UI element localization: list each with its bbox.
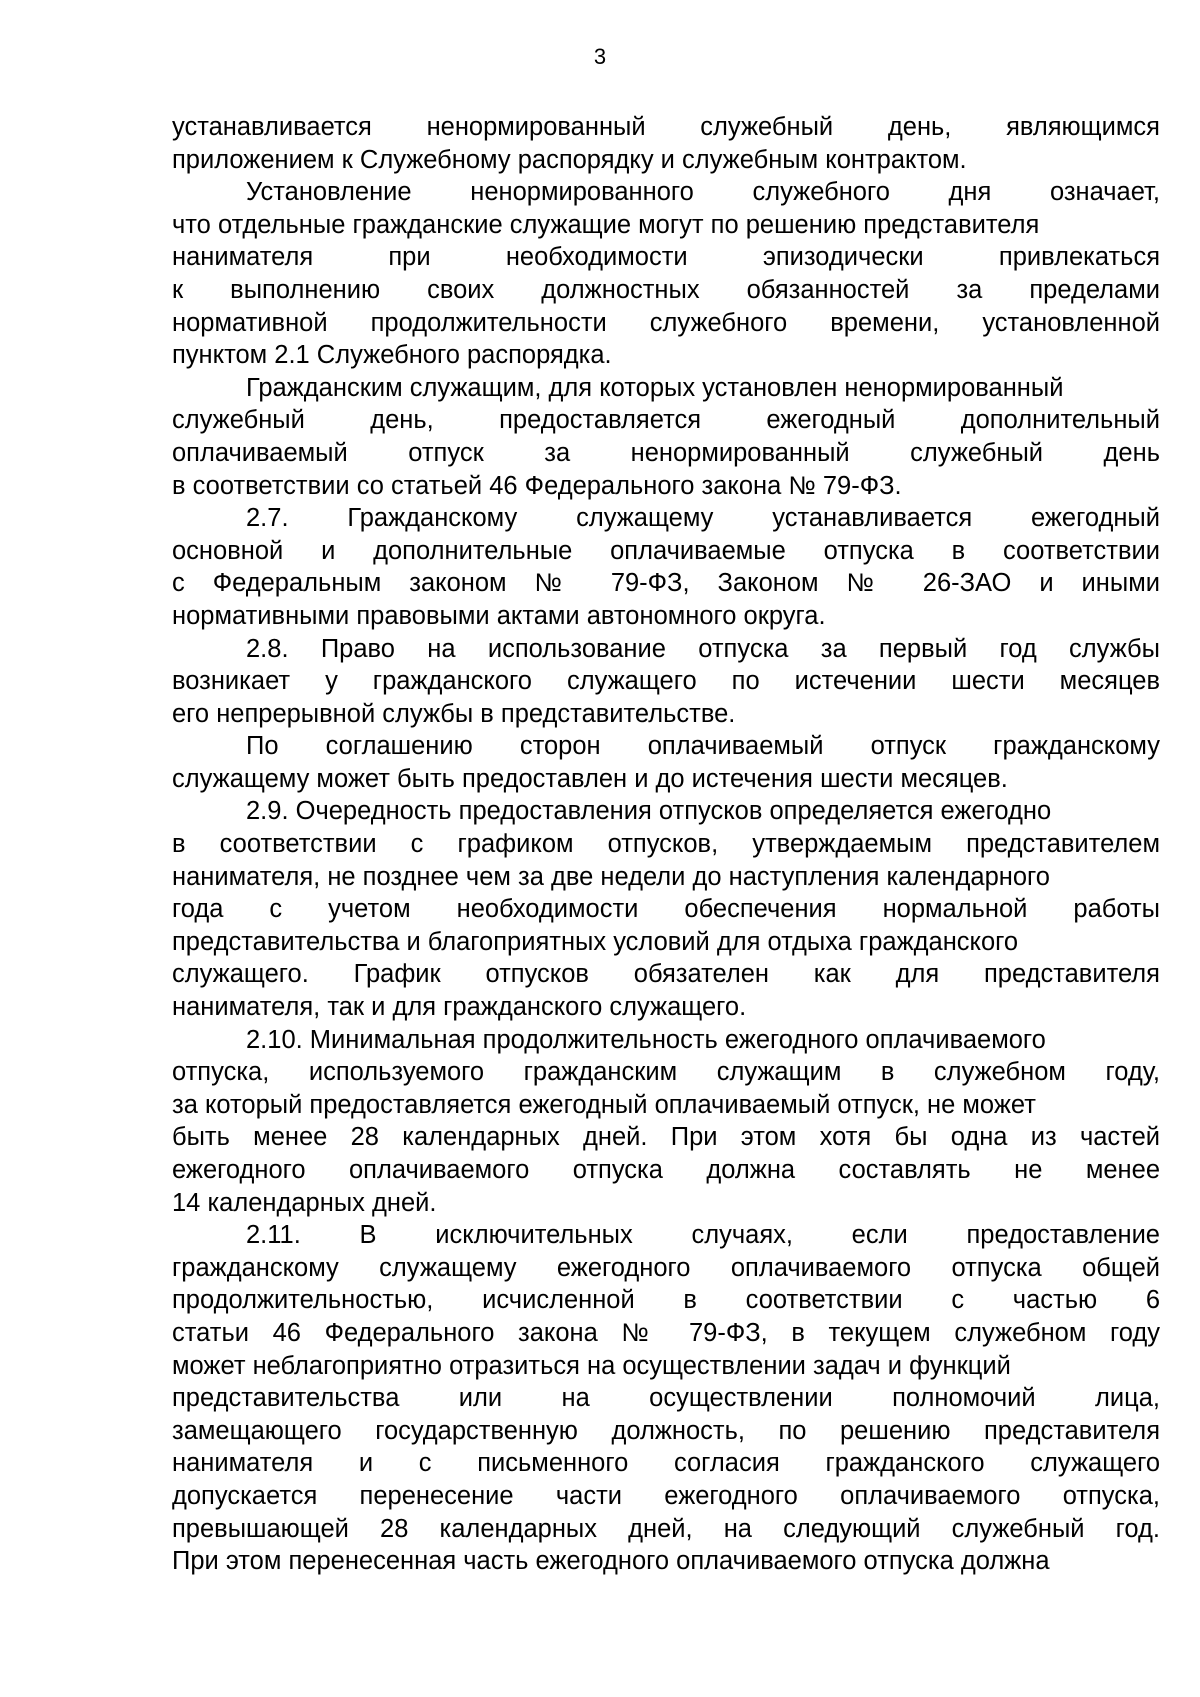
text-line: замещающего государственную должность, по решению представителя (172, 1416, 1160, 1445)
text-line: ежегодного оплачиваемого отпуска должна составлять не менее (172, 1156, 1160, 1184)
text-line: Установление ненормированного служебного дня означает, (246, 178, 1160, 207)
text-line: пунктом 2.1 Служебного распорядка. (172, 341, 612, 370)
text-line: служащему может быть предоставлен и до истечения шести месяцев. (172, 764, 1008, 793)
text-line: 2.7. Гражданскому служащему устанавливается ежегодный (246, 504, 1160, 533)
text-line: возникает у гражданского служащего по истечении шести месяцев (172, 667, 1160, 696)
text-line: устанавливается ненормированный служебный день, являющимся (172, 113, 1160, 141)
text-line: служащего. График отпусков обязателен как для представителя (172, 960, 1160, 989)
text-line: нормативной продолжительности служебного времени, установленной (172, 308, 1160, 337)
text-line: нанимателя, не позднее чем за две недели до наступления календарного (172, 862, 1050, 891)
text-line: в соответствии со статьей 46 Федерального закона № 79-ФЗ. (172, 471, 902, 500)
text-line: статьи 46 Федерального закона № 79-ФЗ, в текущем служебном году (172, 1318, 1160, 1347)
text-line: превышающей 28 календарных дней, на следующий служебный год. (172, 1514, 1160, 1543)
text-line: оплачиваемый отпуск за ненормированный служебный день (172, 438, 1160, 467)
text-line: может неблагоприятно отразиться на осуществлении задач и функций (172, 1351, 1011, 1380)
text-line: продолжительностью, исчисленной в соответствии с частью 6 (172, 1286, 1160, 1315)
text-line: к выполнению своих должностных обязанностей за пределами (172, 275, 1160, 304)
text-line: При этом перенесенная часть ежегодного оплачиваемого отпуска должна (172, 1547, 1050, 1576)
text-line: быть менее 28 календарных дней. При этом хотя бы одна из частей (172, 1123, 1160, 1152)
text-line: гражданскому служащему ежегодного оплачиваемого отпуска общей (172, 1253, 1160, 1282)
text-line: По соглашению сторон оплачиваемый отпуск гражданскому (246, 732, 1160, 761)
text-line: нанимателя при необходимости эпизодически привлекаться (172, 243, 1160, 272)
text-line: его непрерывной службы в представительстве. (172, 699, 736, 728)
text-line: приложением к Служебному распорядку и служебным контрактом. (172, 145, 967, 174)
text-line: представительства и благоприятных условий для отдыха гражданского (172, 927, 1019, 956)
text-line: допускается перенесение части ежегодного оплачиваемого отпуска, (172, 1481, 1160, 1510)
text-line: 2.11. В исключительных случаях, если предоставление (246, 1221, 1160, 1250)
text-line: с Федеральным законом № 79-ФЗ, Законом № 26-ЗАО и иными (172, 569, 1160, 598)
text-line: служебный день, предоставляется ежегодный дополнительный (172, 406, 1160, 435)
text-line: 2.8. Право на использование отпуска за первый год службы (246, 634, 1160, 663)
text-line: в соответствии с графиком отпусков, утверждаемым представителем (172, 830, 1160, 859)
text-line: нормативными правовыми актами автономного округа. (172, 601, 826, 630)
text-line: представительства или на осуществлении полномочий лица, (172, 1384, 1160, 1413)
text-line: 2.9. Очередность предоставления отпусков определяется ежегодно (246, 797, 1052, 826)
text-line: Гражданским служащим, для которых установлен ненормированный (246, 373, 1064, 402)
text-line: нанимателя и с письменного согласия гражданского служащего (172, 1449, 1160, 1478)
text-line: нанимателя, так и для гражданского служащего. (172, 993, 747, 1022)
text-line: что отдельные гражданские служащие могут по решению представителя (172, 210, 1040, 239)
text-line: 2.10. Минимальная продолжительность ежегодного оплачиваемого (246, 1025, 1046, 1054)
text-line: 14 календарных дней. (172, 1188, 437, 1217)
text-line: отпуска, используемого гражданским служащим в служебном году, (172, 1058, 1160, 1087)
document-body (172, 111, 1160, 1578)
page-number: 3 (593, 44, 607, 69)
text-line: за который предоставляется ежегодный оплачиваемый отпуск, не может (172, 1090, 1036, 1119)
text-line: основной и дополнительные оплачиваемые отпуска в соответствии (172, 536, 1160, 565)
text-line: года с учетом необходимости обеспечения нормальной работы (172, 895, 1160, 924)
